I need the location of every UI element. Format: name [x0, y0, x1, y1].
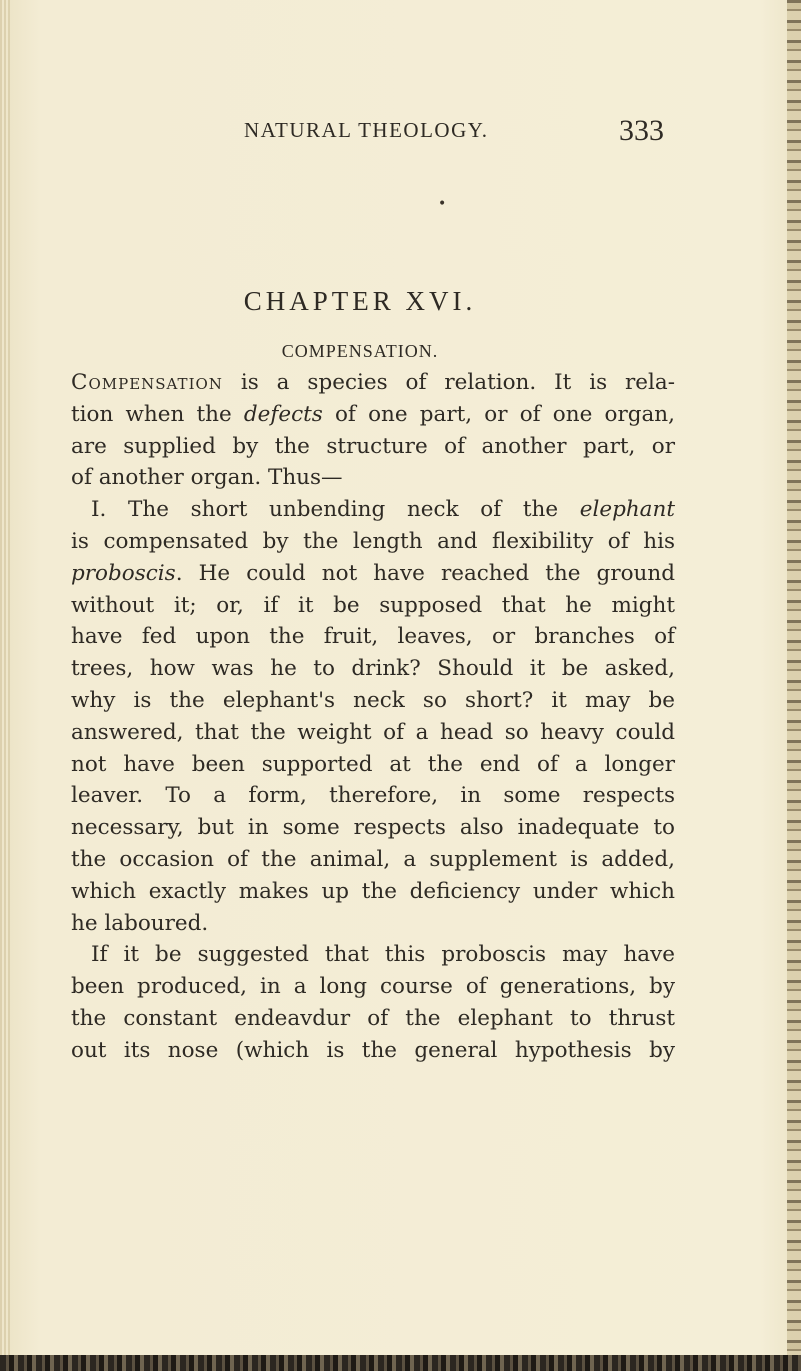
- text-segment: I. The short unbending neck of the: [91, 497, 580, 523]
- chapter-subtitle: COMPENSATION.: [281, 341, 439, 361]
- text-line: without it; or, if it be supposed that he might: [71, 592, 675, 618]
- text-line: the constant endeavdur of the elephant to thrust: [71, 1005, 675, 1031]
- text-line: trees, how was he to drink? Should it be asked,: [71, 656, 675, 682]
- italic-term: proboscis: [71, 560, 176, 586]
- text-line: why is the elephant's neck so short? it may be: [71, 687, 675, 713]
- page-number: 333: [619, 114, 664, 147]
- page-gutter-edge: [0, 0, 10, 1371]
- text-line: If it be suggested that this proboscis may have: [91, 942, 675, 968]
- text-line: of another organ. Thus—: [71, 465, 343, 491]
- text-segment: of one part, or of one organ,: [322, 401, 675, 427]
- text-segment: . He could not have reached the ground: [175, 560, 675, 586]
- text-line: [71, 367, 675, 399]
- text-line: necessary, but in some respects also inadequate to: [71, 815, 675, 841]
- text-line: [71, 558, 675, 590]
- italic-term: elephant: [579, 497, 675, 523]
- text-line: are supplied by the structure of another part, or: [71, 433, 675, 459]
- text-line: the occasion of the animal, a supplement is added,: [71, 846, 675, 872]
- text-line: is compensated by the length and flexibility of his: [71, 528, 675, 554]
- text-line: out its nose (which is the general hypothesis by: [71, 1037, 675, 1063]
- text-line: have fed upon the fruit, leaves, or branches of: [71, 624, 675, 650]
- text-line: which exactly makes up the deficiency under which: [71, 878, 675, 904]
- text-line: leaver. To a form, therefore, in some respects: [71, 783, 675, 809]
- text-line: [71, 399, 675, 431]
- ink-speck: •: [438, 196, 447, 212]
- body-text: [71, 367, 675, 1067]
- running-title: NATURAL THEOLOGY.: [244, 118, 489, 142]
- text-line: [71, 494, 675, 526]
- text-line: answered, that the weight of a head so heavy could: [71, 719, 675, 745]
- text-line: he laboured.: [71, 910, 209, 936]
- italic-term: defects: [243, 401, 323, 427]
- page-bottom-edge: [0, 1355, 801, 1371]
- text-segment: tion when the: [71, 401, 244, 427]
- text-line: not have been supported at the end of a longer: [71, 751, 675, 777]
- text-line: been produced, in a long course of generations, by: [71, 974, 675, 1000]
- text-segment: is a species of relation. It is rela-: [222, 370, 675, 395]
- chapter-title: CHAPTER XVI.: [243, 286, 477, 316]
- opening-word: Compensation: [71, 370, 223, 395]
- page-fore-edge: [787, 0, 801, 1371]
